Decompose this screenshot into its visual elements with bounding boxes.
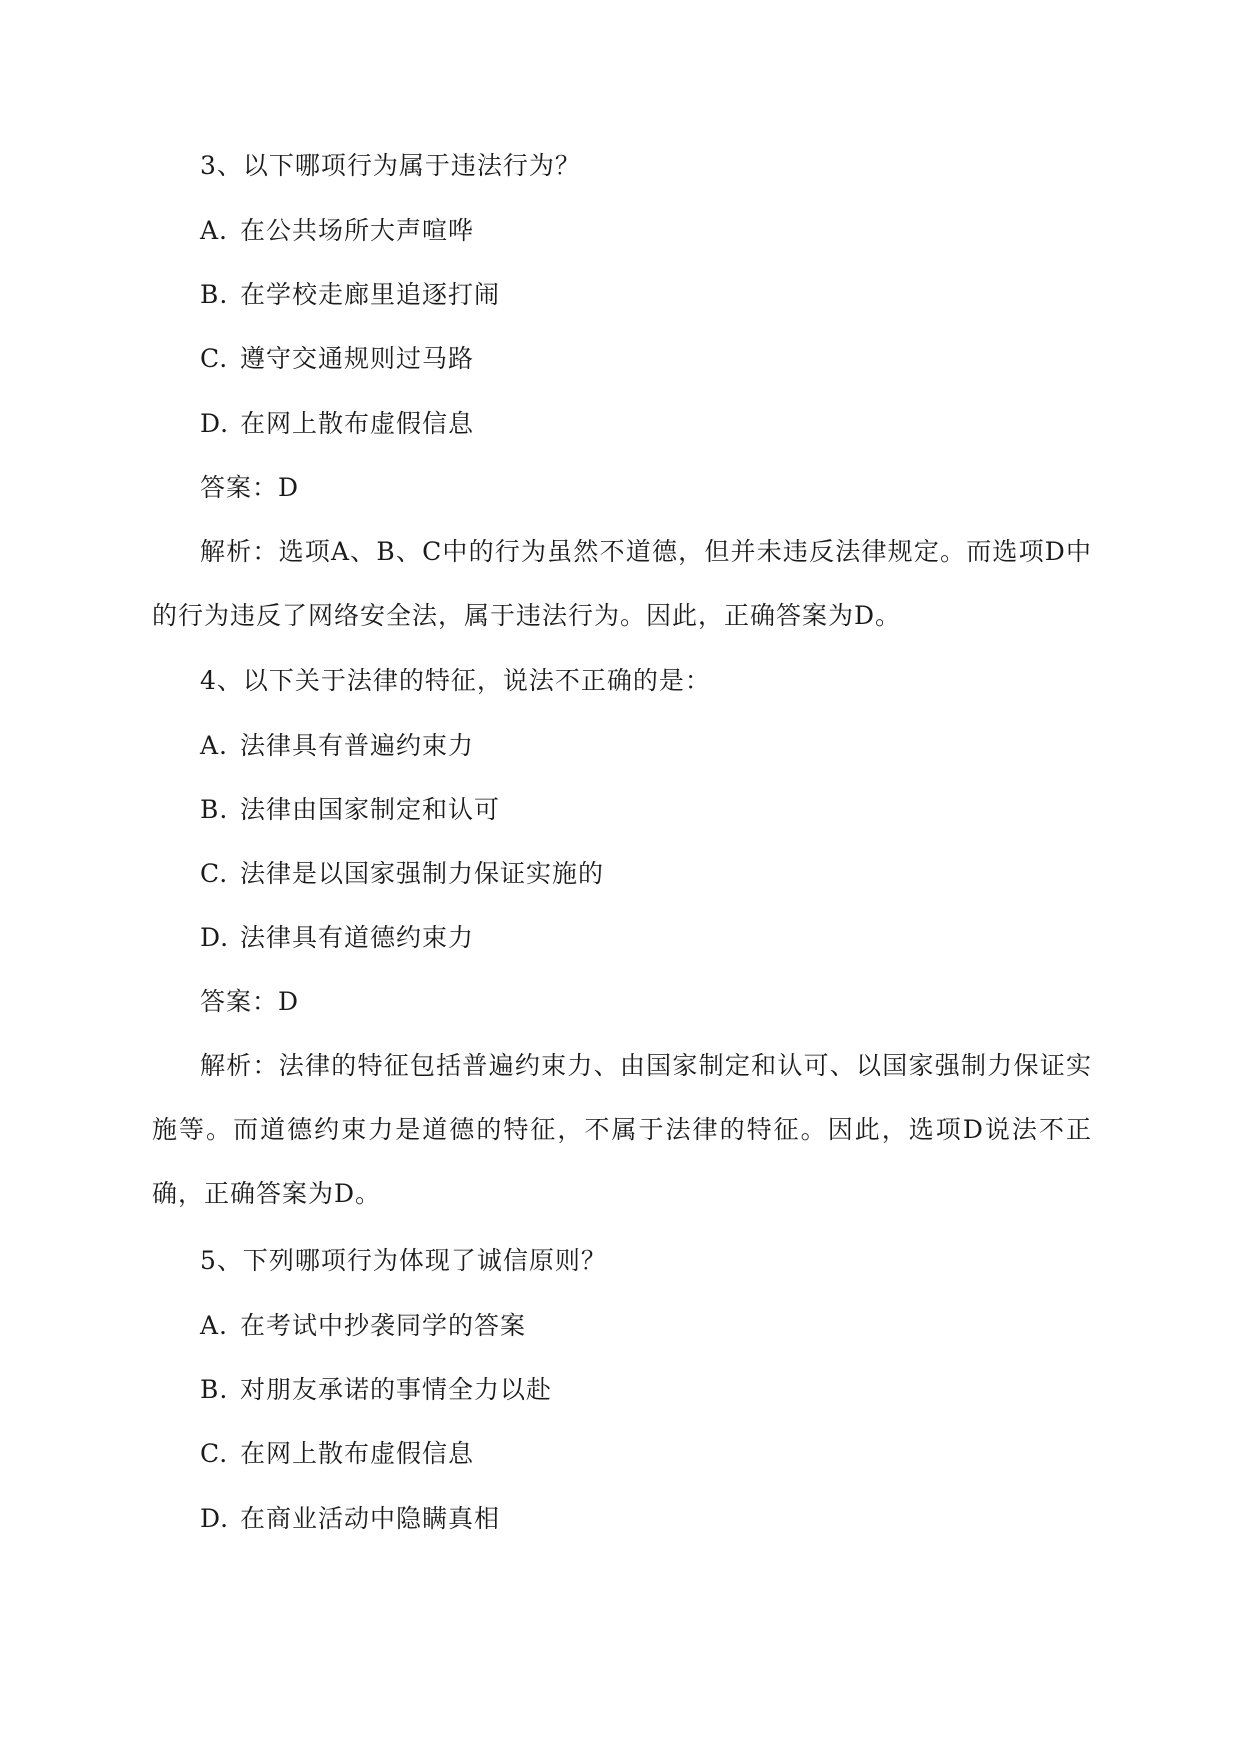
option-letter: A. [200, 1311, 229, 1340]
question-4-option-b [200, 794, 500, 826]
option-letter: B. [200, 795, 229, 824]
option-text: 在网上散布虚假信息 [240, 1439, 475, 1468]
question-3-option-a [200, 215, 474, 247]
option-letter: A. [200, 216, 229, 245]
question-4-analysis: 解析：法律的特征包括普遍约束力、由国家制定和认可、以国家强制力保证实施等。而道德约束力是道德的特征，不属于法律的特征。因此，选项D说法不正确，正确答案为D。 [152, 1051, 1092, 1208]
question-4-option-a [200, 730, 474, 762]
option-letter: B. [200, 280, 229, 309]
option-letter: C. [200, 1439, 229, 1468]
option-letter: C. [200, 859, 229, 888]
question-3-answer: 答案：D [200, 473, 300, 502]
option-text: 法律是以国家强制力保证实施的 [240, 859, 605, 888]
option-letter: C. [200, 344, 229, 373]
question-4-stem: 4、以下关于法律的特征，说法不正确的是： [200, 666, 711, 695]
option-letter: D. [200, 1504, 230, 1533]
option-text: 遵守交通规则过马路 [240, 344, 475, 373]
option-text: 在商业活动中隐瞒真相 [240, 1504, 501, 1533]
question-5-option-a [200, 1310, 526, 1342]
option-text: 法律具有普遍约束力 [240, 731, 475, 760]
question-5-stem: 5、下列哪项行为体现了诚信原则？ [200, 1246, 607, 1275]
option-letter: B. [200, 1375, 229, 1404]
option-text: 在考试中抄袭同学的答案 [240, 1311, 527, 1340]
option-text: 对朋友承诺的事情全力以赴 [240, 1375, 553, 1404]
question-3-analysis: 解析：选项A、B、C中的行为虽然不道德，但并未违反法律规定。而选项D中的行为违反了网络安全法，属于违法行为。因此，正确答案为D。 [152, 537, 1092, 630]
option-letter: D. [200, 409, 230, 438]
option-text: 在网上散布虚假信息 [240, 409, 475, 438]
question-3-option-d [200, 408, 474, 440]
question-4-option-d [200, 922, 474, 954]
question-5-option-c [200, 1438, 474, 1470]
option-text: 在学校走廊里追逐打闹 [240, 280, 501, 309]
question-4-option-c [200, 858, 604, 890]
option-text: 法律由国家制定和认可 [240, 795, 501, 824]
option-letter: D. [200, 923, 230, 952]
option-letter: A. [200, 731, 229, 760]
question-5-option-b [200, 1374, 552, 1406]
option-text: 法律具有道德约束力 [240, 923, 475, 952]
question-3-option-c [200, 343, 474, 375]
question-3-stem: 3、以下哪项行为属于违法行为？ [200, 151, 581, 180]
option-text: 在公共场所大声喧哗 [240, 216, 475, 245]
question-4-answer: 答案：D [200, 987, 300, 1016]
question-3-option-b [200, 279, 500, 311]
question-5-option-d [200, 1503, 500, 1535]
